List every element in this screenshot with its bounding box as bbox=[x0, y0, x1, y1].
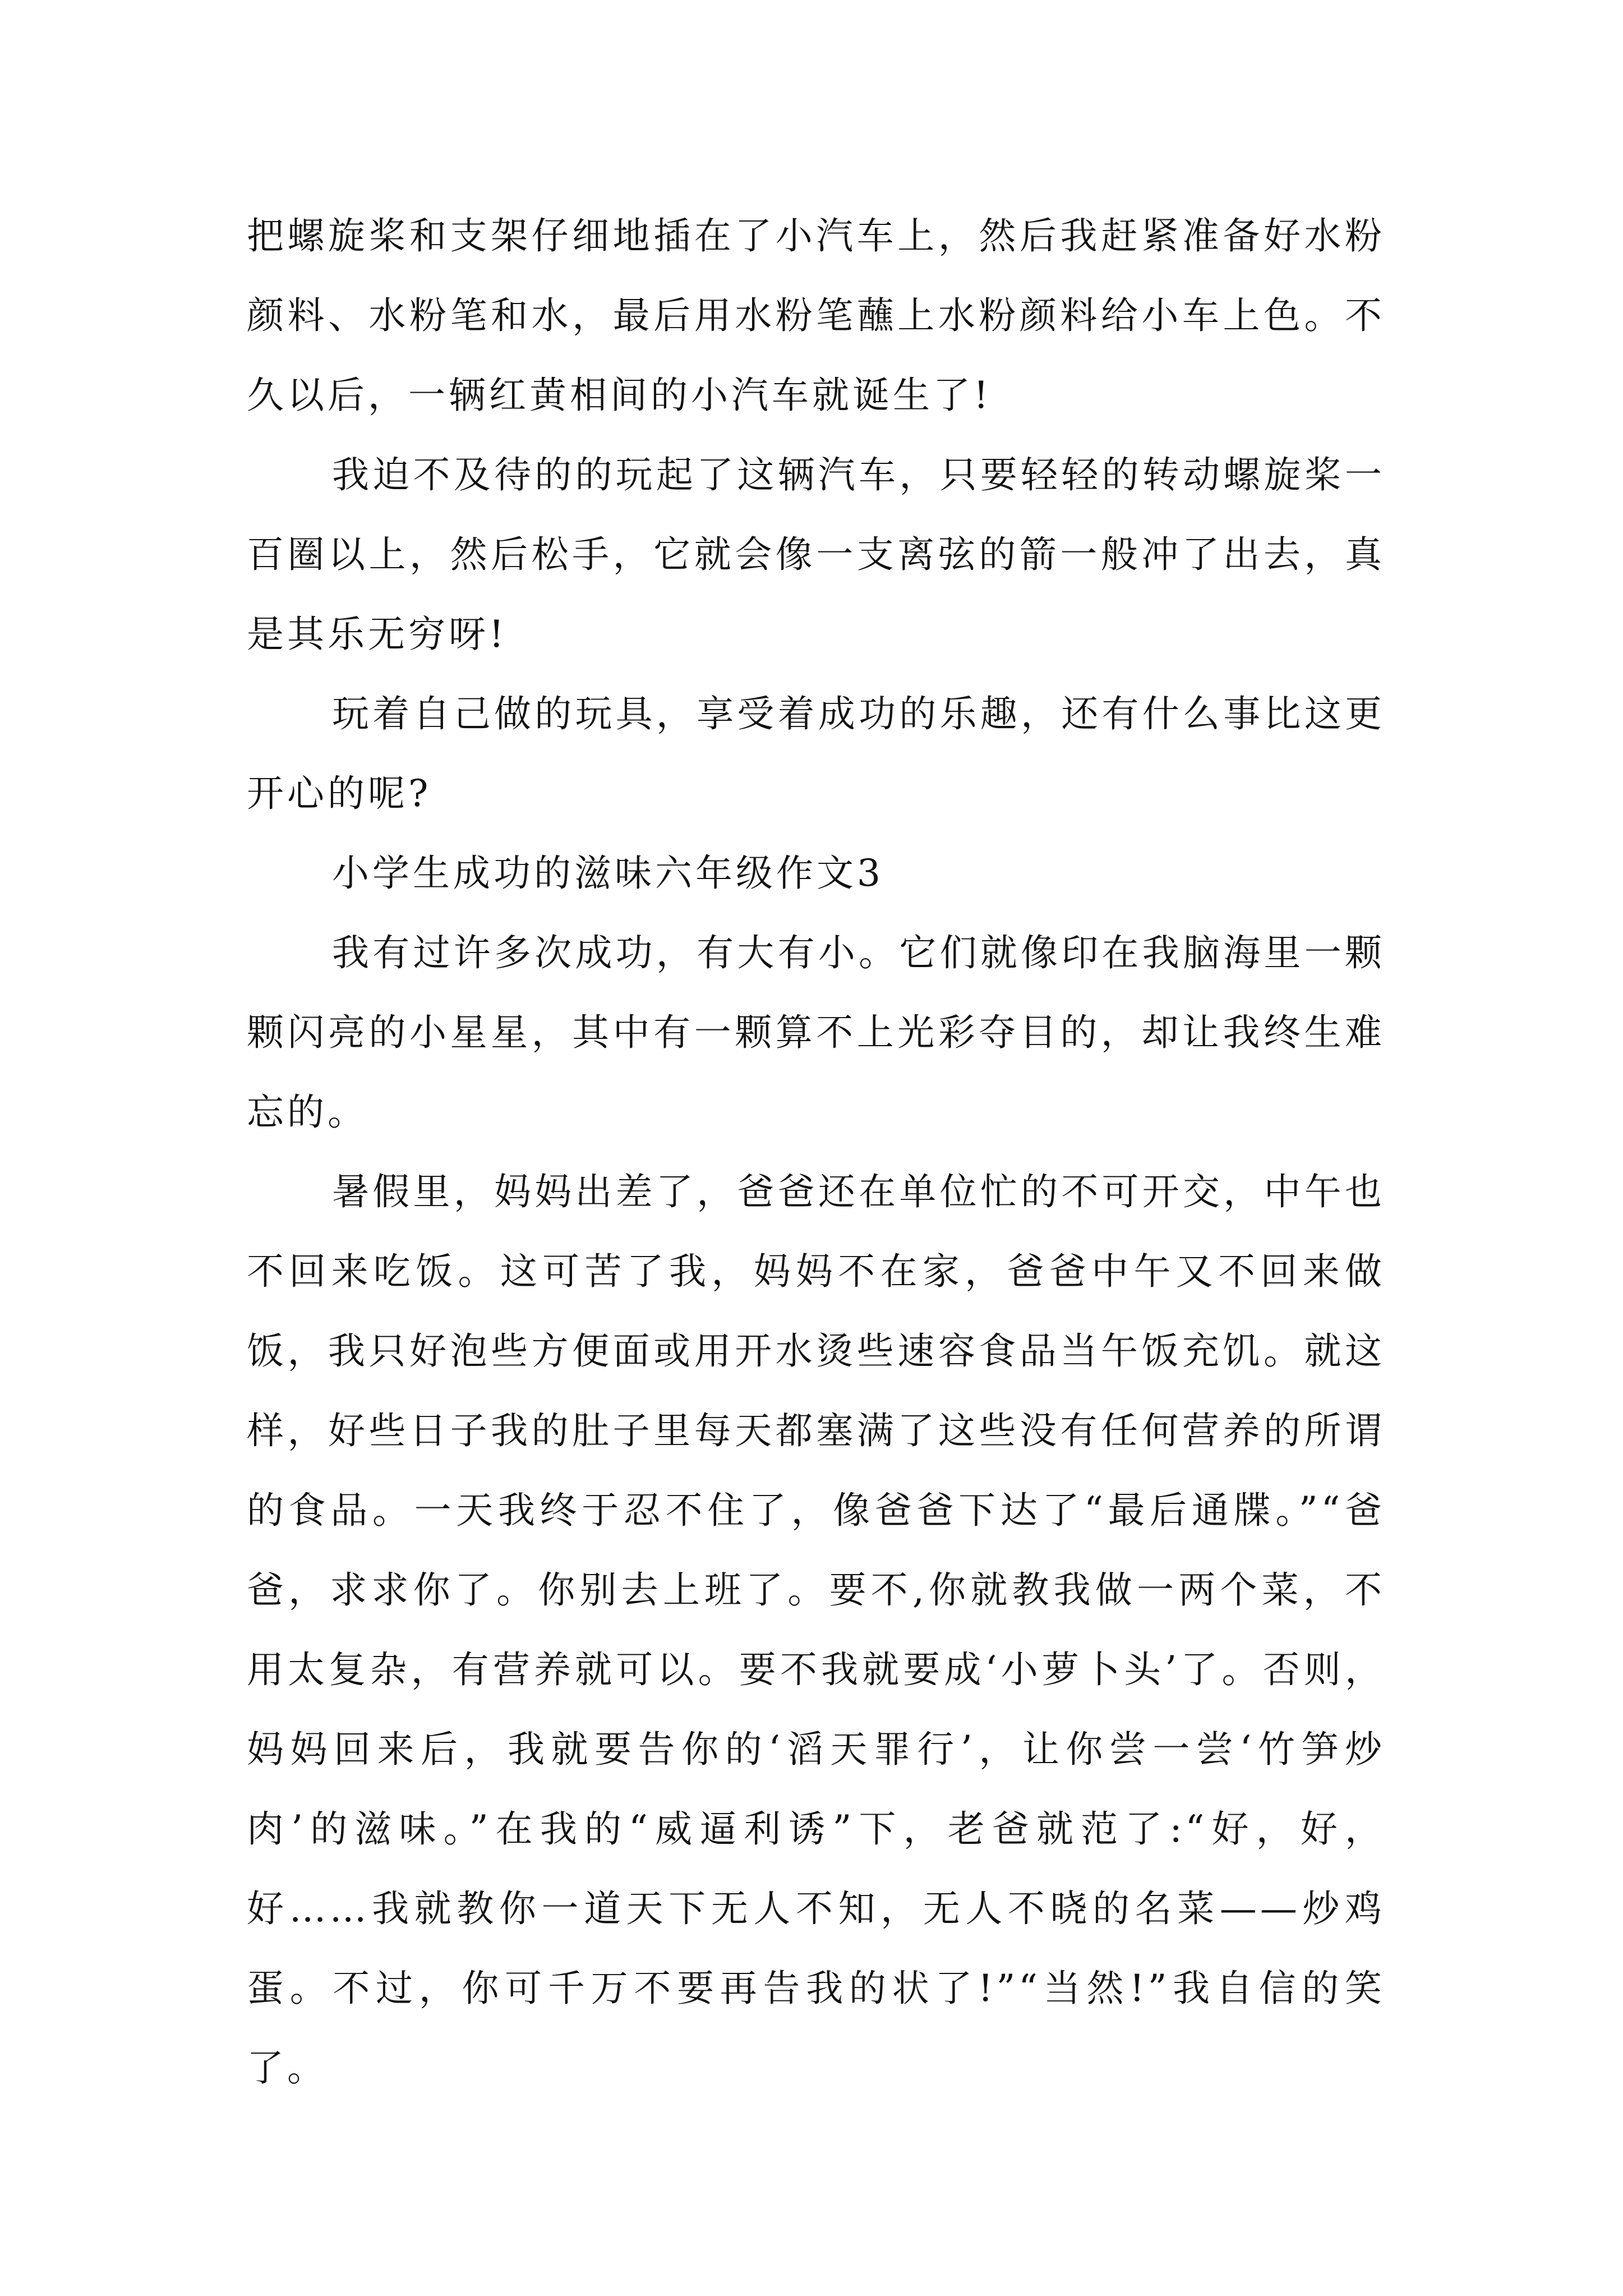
paragraph-intro-success: 我有过许多次成功，有大有小。它们就像印在我脑海里一颗颗闪亮的小星星，其中有一颗算不上光彩夺目的，却让我终生难忘的。 bbox=[247, 931, 1385, 1134]
paragraph-summer-story: 暑假里，妈妈出差了，爸爸还在单位忙的不可开交，中午也不回来吃饭。这可苦了我，妈妈不在家，爸爸中午又不回来做饭，我只好泡些方便面或用开水烫些速容食品当午饭充饥。就这样，好些日子我的肚子里每天都塞满了这些没有任何营养的所谓的食品。一天我终于忍不住了，像爸爸下达了“最后通牒。”“爸爸，求求你了。你别去上班了。要不,你就教我做一两个菜，不用太复杂，有营养就可以。要不我就要成‘小萝卜头’了。否则，妈妈回来后，我就要告你的‘滔天罪行’，让你尝一尝‘竹笋炒肉’的滋味。”在我的“威逼利诱”下，老爸就范了:“好，好，好……我就教你一道天下无人不知，无人不晓的名菜——炒鸡蛋。不过，你可千万不要再告我的状了!”“当然!”我自信的笑了。 bbox=[247, 1170, 1385, 2090]
paragraph-continuation: 把螺旋桨和支架仔细地插在了小汽车上，然后我赶紧准备好水粉颜料、水粉笔和水，最后用水粉笔蘸上水粉颜料给小车上色。不久以后，一辆红黄相间的小汽车就诞生了! bbox=[247, 214, 1385, 417]
paragraph-conclusion: 玩着自己做的玩具，享受着成功的乐趣，还有什么事比这更开心的呢? bbox=[247, 692, 1385, 815]
paragraph-playing-car: 我迫不及待的的玩起了这辆汽车，只要轻轻的转动螺旋桨一百圈以上，然后松手，它就会像一支离弦的箭一般冲了出去，真是其乐无穷呀! bbox=[247, 453, 1385, 656]
section-heading: 小学生成功的滋味六年级作文3 bbox=[332, 852, 884, 895]
document-body bbox=[247, 196, 1385, 2108]
